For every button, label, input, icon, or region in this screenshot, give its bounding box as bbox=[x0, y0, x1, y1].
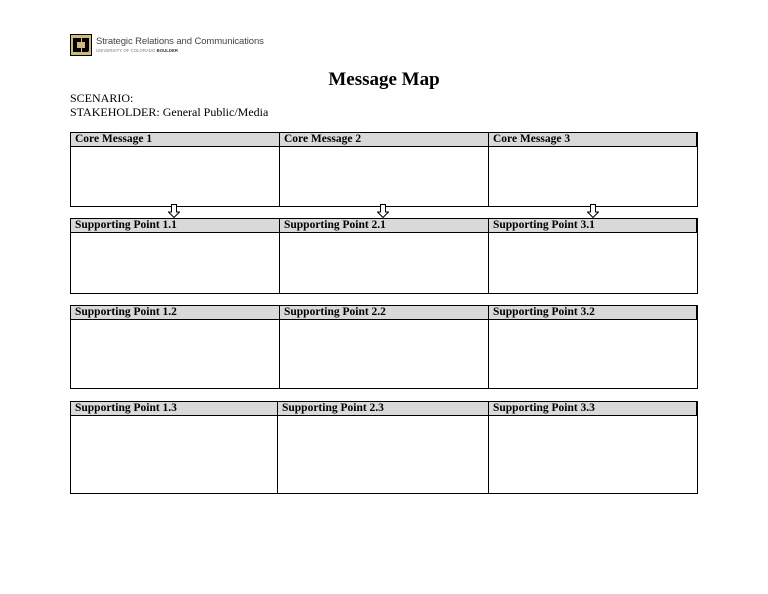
stakeholder-line: STAKEHOLDER: General Public/Media bbox=[70, 105, 269, 119]
supporting-point-3-1-cell[interactable] bbox=[489, 233, 697, 293]
supporting-point-2-3-cell[interactable] bbox=[278, 416, 489, 493]
supporting-point-1-3-cell[interactable] bbox=[71, 416, 278, 493]
org-subtitle: UNIVERSITY OF COLORADO BOULDER bbox=[96, 47, 179, 53]
core-message-1-header: Core Message 1 bbox=[71, 133, 280, 147]
supporting-point-1-1-cell[interactable] bbox=[71, 233, 280, 293]
org-logo bbox=[70, 34, 264, 56]
core-message-2-header: Core Message 2 bbox=[280, 133, 489, 147]
core-messages-table bbox=[70, 132, 698, 207]
supporting-point-2-1-cell[interactable] bbox=[280, 233, 489, 293]
supporting-point-3-2-cell[interactable] bbox=[489, 320, 697, 388]
supporting-points-3-table bbox=[70, 401, 698, 494]
supporting-point-1-1-header: Supporting Point 1.1 bbox=[71, 219, 280, 233]
supporting-point-3-3-cell[interactable] bbox=[489, 416, 697, 493]
supporting-point-2-1-header: Supporting Point 2.1 bbox=[280, 219, 489, 233]
core-message-3-header: Core Message 3 bbox=[489, 133, 697, 147]
supporting-point-3-3-header: Supporting Point 3.3 bbox=[489, 402, 697, 416]
core-message-1-cell[interactable] bbox=[71, 147, 280, 206]
supporting-point-3-2-header: Supporting Point 3.2 bbox=[489, 306, 697, 320]
down-arrow-icon bbox=[587, 204, 599, 218]
supporting-points-2-table bbox=[70, 305, 698, 389]
supporting-point-1-2-header: Supporting Point 1.2 bbox=[71, 306, 280, 320]
supporting-point-2-2-cell[interactable] bbox=[280, 320, 489, 388]
page-title: Message Map bbox=[328, 69, 440, 90]
down-arrow-icon bbox=[168, 204, 180, 218]
scenario-label: SCENARIO: bbox=[70, 91, 134, 105]
supporting-point-1-2-cell[interactable] bbox=[71, 320, 280, 388]
supporting-point-2-2-header: Supporting Point 2.2 bbox=[280, 306, 489, 320]
supporting-point-1-3-header: Supporting Point 1.3 bbox=[71, 402, 278, 416]
supporting-point-2-3-header: Supporting Point 2.3 bbox=[278, 402, 489, 416]
org-name: Strategic Relations and Communications bbox=[96, 36, 264, 48]
core-message-2-cell[interactable] bbox=[280, 147, 489, 206]
core-message-3-cell[interactable] bbox=[489, 147, 697, 206]
supporting-points-1-table bbox=[70, 218, 698, 294]
cu-logo-icon bbox=[70, 34, 92, 56]
supporting-point-3-1-header: Supporting Point 3.1 bbox=[489, 219, 697, 233]
down-arrow-icon bbox=[377, 204, 389, 218]
